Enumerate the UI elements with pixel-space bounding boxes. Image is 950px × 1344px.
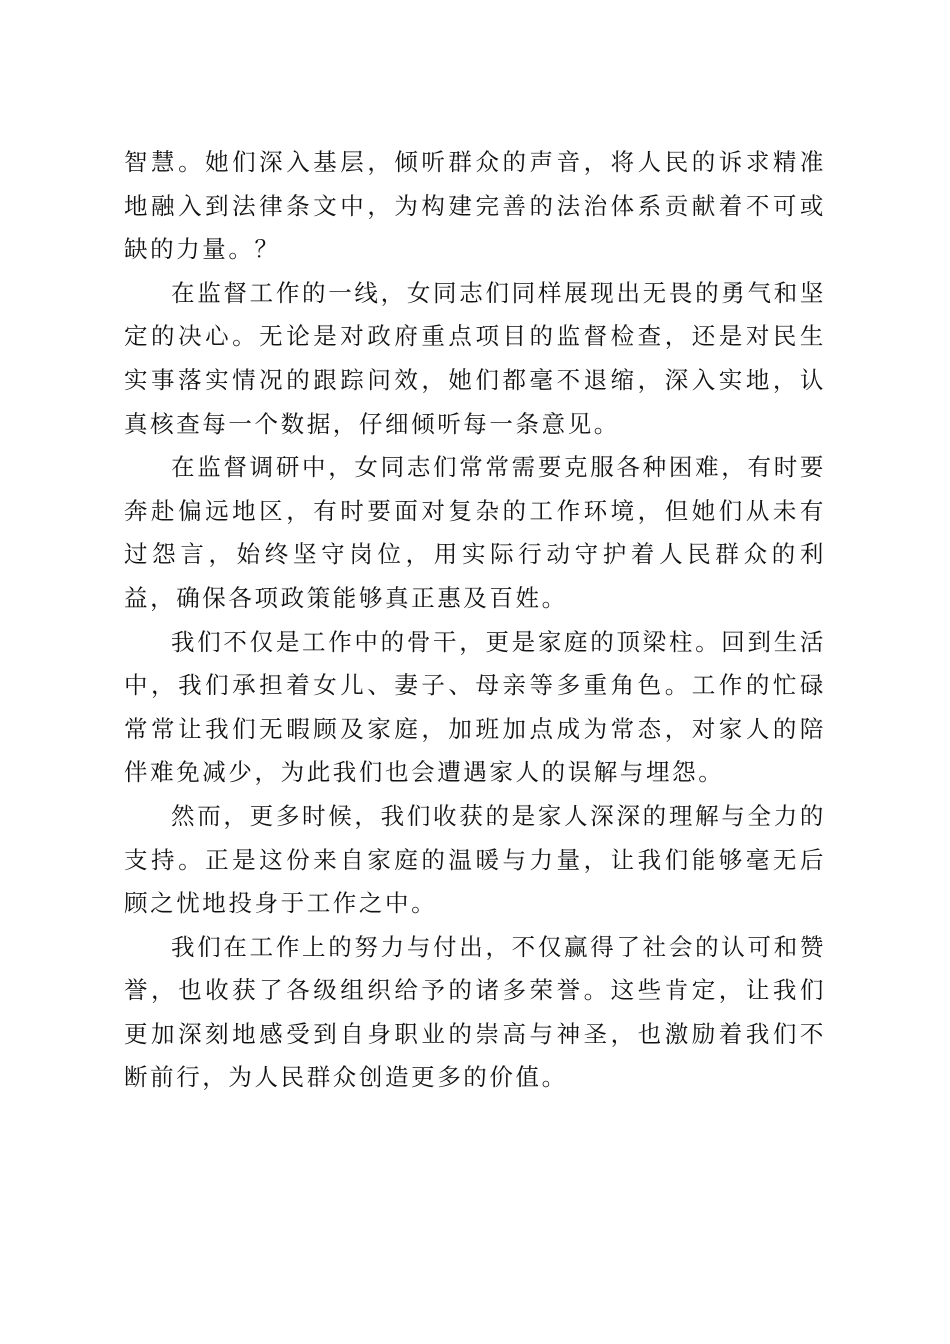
paragraph-family-pillar: 我们不仅是工作中的骨干，更是家庭的顶梁柱。回到生活中，我们承担着女儿、妻子、母亲等多重角色。工作的忙碌常常让我们无暇顾及家庭，加班加点成为常态，对家人的陪伴难免减少，为此我们也会遭遇家人的误解与埋怨。 bbox=[124, 627, 826, 787]
paragraph-supervision-research: 在监督调研中，女同志们常常需要克服各种困难，有时要奔赴偏远地区，有时要面对复杂的工作环境，但她们从未有过怨言，始终坚守岗位，用实际行动守护着人民群众的利益，确保各项政策能够真正惠及百姓。 bbox=[124, 453, 826, 612]
paragraph-honors: 我们在工作上的努力与付出，不仅赢得了社会的认可和赞誉，也收获了各级组织给予的诸多荣誉。这些肯定，让我们更加深刻地感受到自身职业的崇高与神圣，也激励着我们不断前行，为人民群众创造更多的价值。 bbox=[124, 932, 826, 1092]
paragraph-continuation: 智慧。她们深入基层，倾听群众的声音，将人民的诉求精准地融入到法律条文中，为构建完善的法治体系贡献着不可或缺的力量。？ bbox=[124, 148, 826, 264]
paragraph-supervision-frontline: 在监督工作的一线，女同志们同样展现出无畏的勇气和坚定的决心。无论是对政府重点项目的监督检查，还是对民生实事落实情况的跟踪问效，她们都毫不退缩，深入实地，认真核查每一个数据，仔细倾听每一条意见。 bbox=[124, 278, 826, 438]
document-body bbox=[124, 141, 826, 1100]
paragraph-family-support: 然而，更多时候，我们收获的是家人深深的理解与全力的支持。正是这份来自家庭的温暖与力量，让我们能够毫无后顾之忧地投身于工作之中。 bbox=[124, 801, 826, 918]
